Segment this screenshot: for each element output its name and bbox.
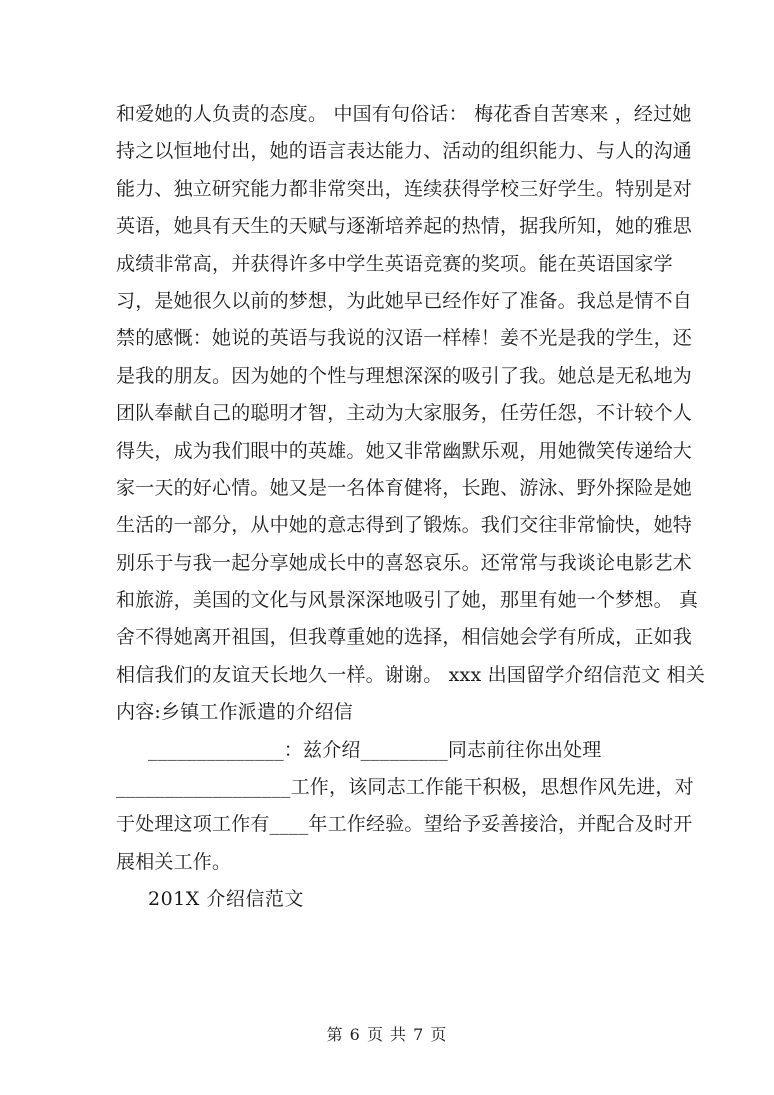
section-title: 201X 介绍信范文 <box>148 888 304 911</box>
body-line-17: 内容:乡镇工作派遣的介绍信 <box>116 701 354 724</box>
body-line-16: 相信我们的友谊天长地久一样。谢谢。 xxx 出国留学介绍信范文 相关 <box>116 663 706 686</box>
letter-line-1: ______________：兹介绍_________同志前往你出处理 <box>148 738 602 761</box>
body-line-4: 英语，她具有天生的天赋与逐渐培养起的热情，据我所知，她的雅思 <box>116 215 693 238</box>
body-line-2: 持之以恒地付出，她的语言表达能力、活动的组织能力、与人的沟通 <box>116 140 693 163</box>
letter-line-3: 于处理这项工作有____年工作经验。望给予妥善接洽，并配合及时开 <box>116 813 693 836</box>
body-line-14: 和旅游，美国的文化与风景深深地吸引了她，那里有她一个梦想。 真 <box>116 589 699 612</box>
body-line-5: 成绩非常高，并获得许多中学生英语竞赛的奖项。能在英语国家学 <box>116 252 673 275</box>
page-number-footer: 第 6 页 共 7 页 <box>326 1025 448 1044</box>
letter-line-2: __________________工作，该同志工作能干积极，思想作风先进，对 <box>116 776 694 799</box>
body-line-6: 习，是她很久以前的梦想，为此她早已经作好了准备。我总是情不自 <box>116 289 693 312</box>
body-line-3: 能力、独立研究能力都非常突出，连续获得学校三好学生。特别是对 <box>116 177 693 200</box>
body-line-7: 禁的感慨：她说的英语与我说的汉语一样棒！姜不光是我的学生，还 <box>116 327 693 350</box>
letter-line-4: 展相关工作。 <box>116 850 232 873</box>
body-line-1: 和爱她的人负责的态度。 中国有句俗话： 梅花香自苦寒来 ，经过她 <box>116 103 692 125</box>
body-line-8: 是我的朋友。因为她的个性与理想深深的吸引了我。她总是无私地为 <box>116 364 693 387</box>
body-line-15: 舍不得她离开祖国，但我尊重她的选择，相信她会学有所成，正如我 <box>116 626 693 649</box>
body-line-12: 生活的一部分，从中她的意志得到了锻炼。我们交往非常愉快，她特 <box>116 514 693 537</box>
body-line-11: 家一天的好心情。她又是一名体育健将，长跑、游泳、野外探险是她 <box>116 476 693 499</box>
body-line-13: 别乐于与我一起分享她成长中的喜怒哀乐。还常常与我谈论电影艺术 <box>116 551 693 574</box>
document-body <box>116 96 706 919</box>
body-line-9: 团队奉献自己的聪明才智，主动为大家服务，任劳任怨，不计较个人 <box>116 402 693 425</box>
body-line-10: 得失，成为我们眼中的英雄。她又非常幽默乐观，用她微笑传递给大 <box>116 439 693 462</box>
